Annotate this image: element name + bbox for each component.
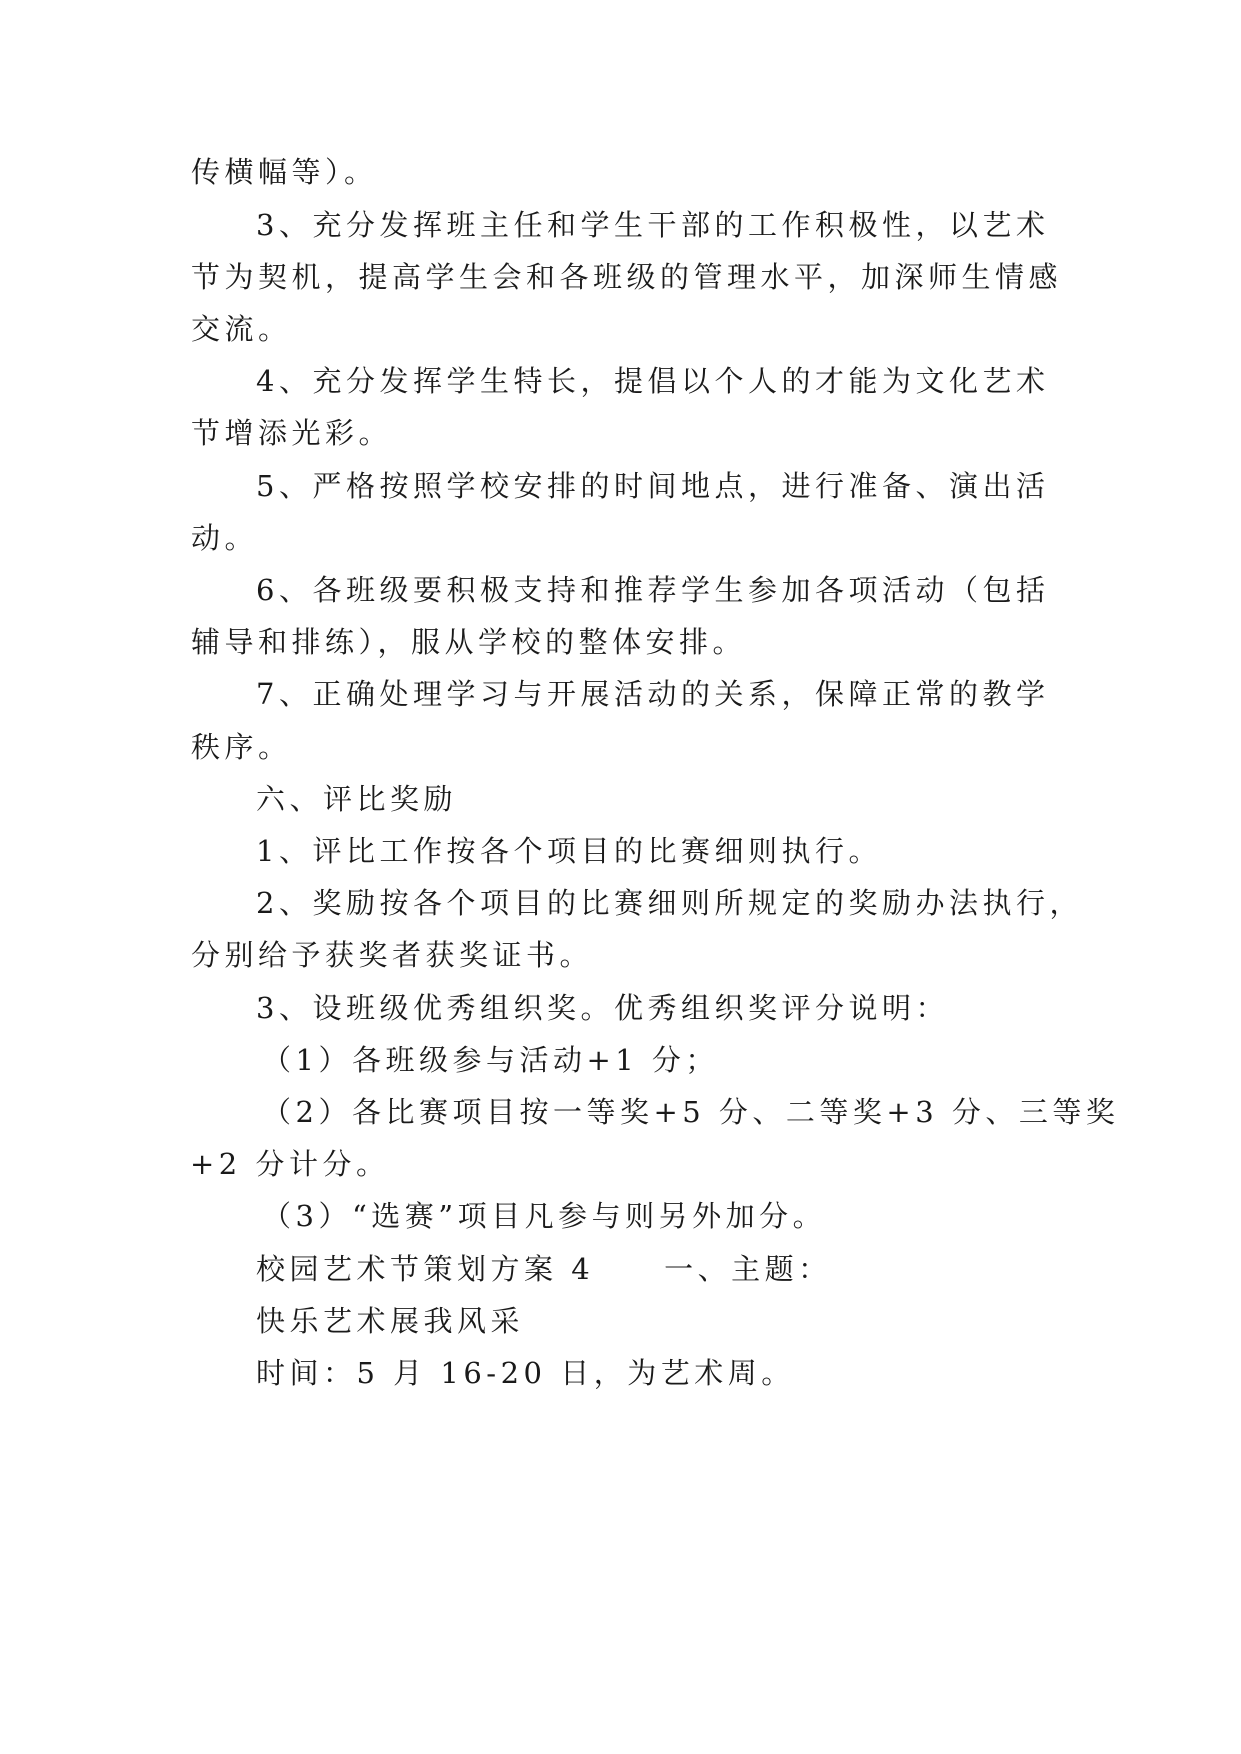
text-line: 5、严格按照学校安排的时间地点，进行准备、演出活 — [256, 469, 1050, 503]
plan-title: 校园艺术节策划方案 4 — [256, 1252, 595, 1286]
text-line: 动。 — [191, 521, 259, 555]
text-line: 3、充分发挥班主任和学生干部的工作积极性，以艺术 — [256, 208, 1050, 242]
text-line: 节为契机，提高学生会和各班级的管理水平，加深师生情感 — [191, 260, 1063, 294]
text-line: 3、设班级优秀组织奖。优秀组织奖评分说明： — [256, 991, 949, 1025]
text-line: 辅导和排练），服从学校的整体安排。 — [191, 625, 747, 659]
text-line: 节增添光彩。 — [191, 416, 393, 450]
text-line: 传横幅等）。 — [191, 155, 378, 189]
text-line: 1、评比工作按各个项目的比赛细则执行。 — [256, 834, 882, 868]
text-line: （2）各比赛项目按一等奖+5 分、二等奖+3 分、三等奖 — [262, 1095, 1120, 1129]
time-line: 时间：5 月 16-20 日，为艺术周。 — [256, 1356, 795, 1390]
text-line: 交流。 — [191, 312, 292, 346]
text-line: （1）各班级参与活动+1 分； — [262, 1043, 719, 1077]
text-line: 2、奖励按各个项目的比赛细则所规定的奖励办法执行， — [256, 886, 1083, 920]
plan-title-line — [256, 1249, 832, 1289]
text-line: （3）“选赛”项目凡参与则另外加分。 — [262, 1199, 827, 1233]
section-heading: 六、评比奖励 — [256, 782, 458, 816]
text-line: +2 分计分。 — [190, 1147, 390, 1181]
text-line: 6、各班级要积极支持和推荐学生参加各项活动（包括 — [256, 573, 1050, 607]
text-line: 秩序。 — [191, 730, 292, 764]
theme-heading: 一、主题： — [664, 1252, 832, 1286]
text-line: 分别给予获奖者获奖证书。 — [191, 938, 594, 972]
theme-text: 快乐艺术展我风采 — [256, 1304, 525, 1338]
text-line: 4、充分发挥学生特长，提倡以个人的才能为文化艺术 — [256, 364, 1050, 398]
text-line: 7、正确处理学习与开展活动的关系，保障正常的教学 — [256, 677, 1050, 711]
